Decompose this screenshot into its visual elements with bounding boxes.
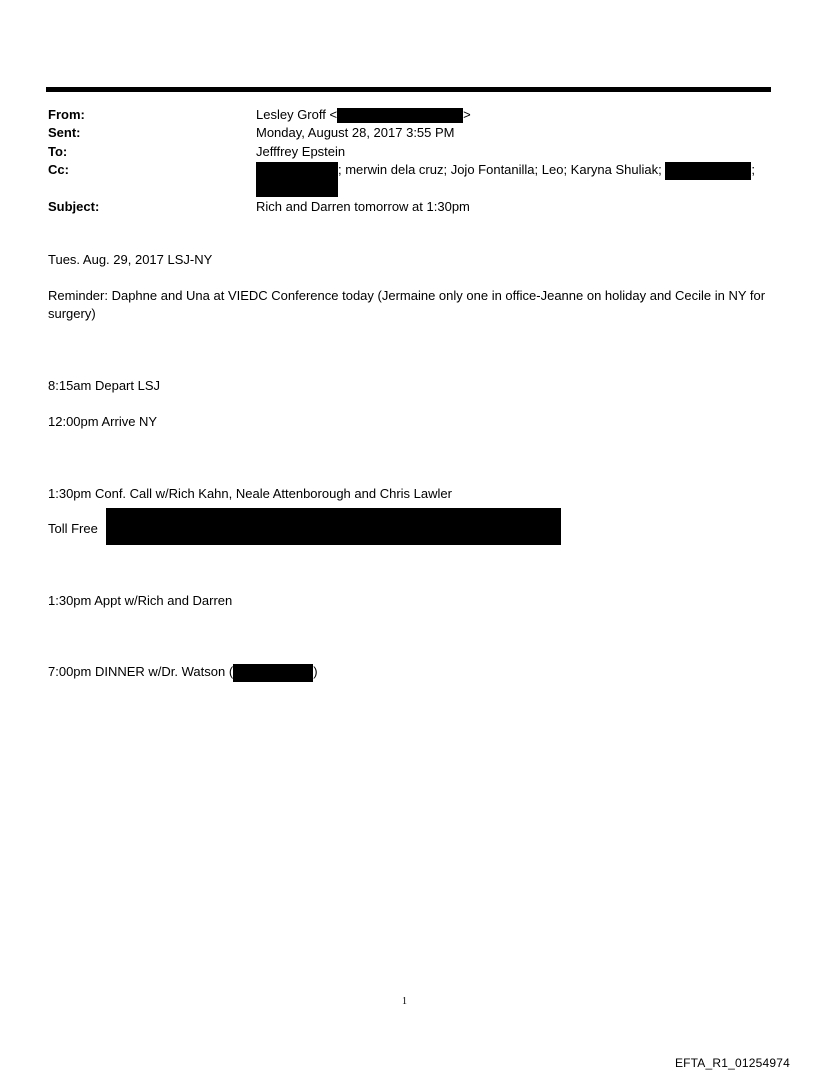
redaction-block <box>256 162 338 180</box>
redaction-block <box>256 180 338 197</box>
redaction-block <box>233 664 313 682</box>
cc-end: ; <box>751 162 755 177</box>
to-label: To: <box>48 144 68 159</box>
date-line: Tues. Aug. 29, 2017 LSJ-NY <box>48 252 213 267</box>
subject-label: Subject: <box>48 199 100 214</box>
arrive-line: 12:00pm Arrive NY <box>48 414 158 429</box>
redaction-block <box>665 162 751 180</box>
cc-label: Cc: <box>48 162 69 177</box>
redaction-block <box>337 108 463 123</box>
subject-value: Rich and Darren tomorrow at 1:30pm <box>256 199 470 214</box>
dinner-text: 7:00pm DINNER w/Dr. Watson ( <box>48 664 234 679</box>
page-number: 1 <box>402 996 407 1007</box>
dinner-close: ) <box>313 664 318 679</box>
from-name: Lesley Groff < <box>256 107 338 122</box>
to-value: Jefffrey Epstein <box>256 144 346 159</box>
header-rule <box>46 87 771 92</box>
sent-value: Monday, August 28, 2017 3:55 PM <box>256 125 455 140</box>
from-label: From: <box>48 107 85 122</box>
redaction-block <box>106 508 561 545</box>
document-id: EFTA_R1_01254974 <box>674 1056 790 1070</box>
from-value <box>256 106 471 124</box>
dinner-line <box>48 663 318 682</box>
reminder-text: Reminder: Daphne and Una at VIEDC Conference today (Jermaine only one in office-Jeanne on holiday and Cecile in NY for surgery) <box>48 288 766 321</box>
depart-line: 8:15am Depart LSJ <box>48 378 161 393</box>
cc-names: ; merwin dela cruz; Jojo Fontanilla; Leo; Karyna Shuliak; <box>338 162 662 177</box>
appt-line: 1:30pm Appt w/Rich and Darren <box>48 593 233 608</box>
cc-value <box>256 161 755 180</box>
from-close: > <box>463 107 471 122</box>
sent-label: Sent: <box>48 125 81 140</box>
conf-call-line: 1:30pm Conf. Call w/Rich Kahn, Neale Attenborough and Chris Lawler <box>48 486 452 501</box>
toll-free-label: Toll Free <box>48 521 98 536</box>
